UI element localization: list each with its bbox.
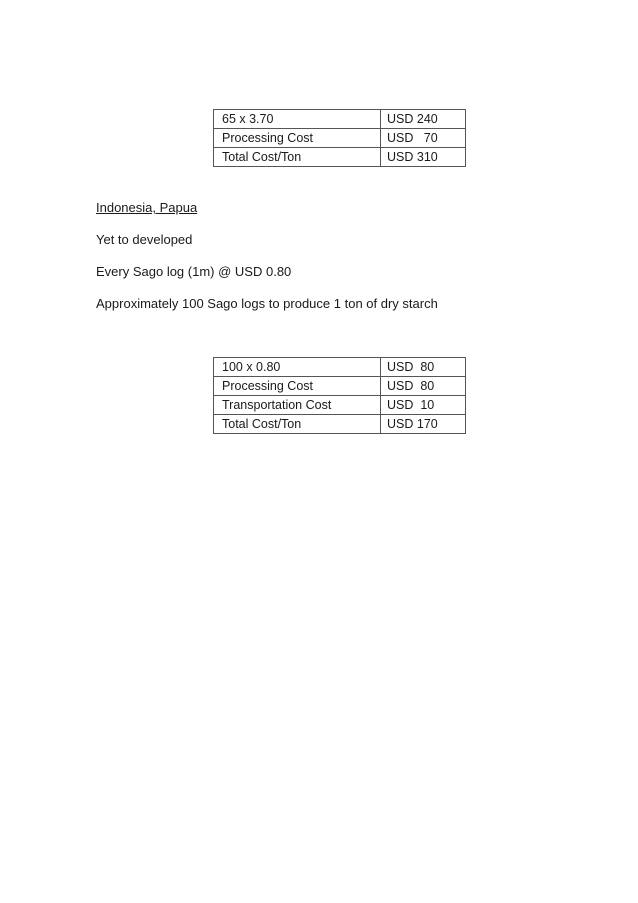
table-cell-cost: USD 70 — [381, 129, 466, 148]
table-row — [214, 358, 466, 377]
table-cell-item: Transportation Cost — [214, 396, 381, 415]
table-cell-item: Total Cost/Ton — [214, 415, 381, 434]
cost-table-2 — [213, 357, 466, 434]
table-cell-cost: USD 80 — [381, 377, 466, 396]
table-cell-cost: USD 310 — [381, 148, 466, 167]
table-row — [214, 377, 466, 396]
table-cell-item: Processing Cost — [214, 377, 381, 396]
table-cell-item: Processing Cost — [214, 129, 381, 148]
table-cell-cost: USD 80 — [381, 358, 466, 377]
table-row — [214, 415, 466, 434]
table-cell-item: 100 x 0.80 — [214, 358, 381, 377]
cost-table-1 — [213, 109, 466, 167]
table-row — [214, 110, 466, 129]
table-row — [214, 148, 466, 167]
table-cell-item: Total Cost/Ton — [214, 148, 381, 167]
table-cell-cost: USD 240 — [381, 110, 466, 129]
section-heading: Indonesia, Papua — [96, 200, 198, 215]
paragraph: Every Sago log (1m) @ USD 0.80 — [96, 264, 292, 279]
table-cell-cost: USD 170 — [381, 415, 466, 434]
paragraph: Approximately 100 Sago logs to produce 1 ton of dry starch — [96, 296, 438, 311]
paragraph: Yet to developed — [96, 232, 193, 247]
table-row — [214, 396, 466, 415]
table-cell-item: 65 x 3.70 — [214, 110, 381, 129]
table-row — [214, 129, 466, 148]
table-cell-cost: USD 10 — [381, 396, 466, 415]
